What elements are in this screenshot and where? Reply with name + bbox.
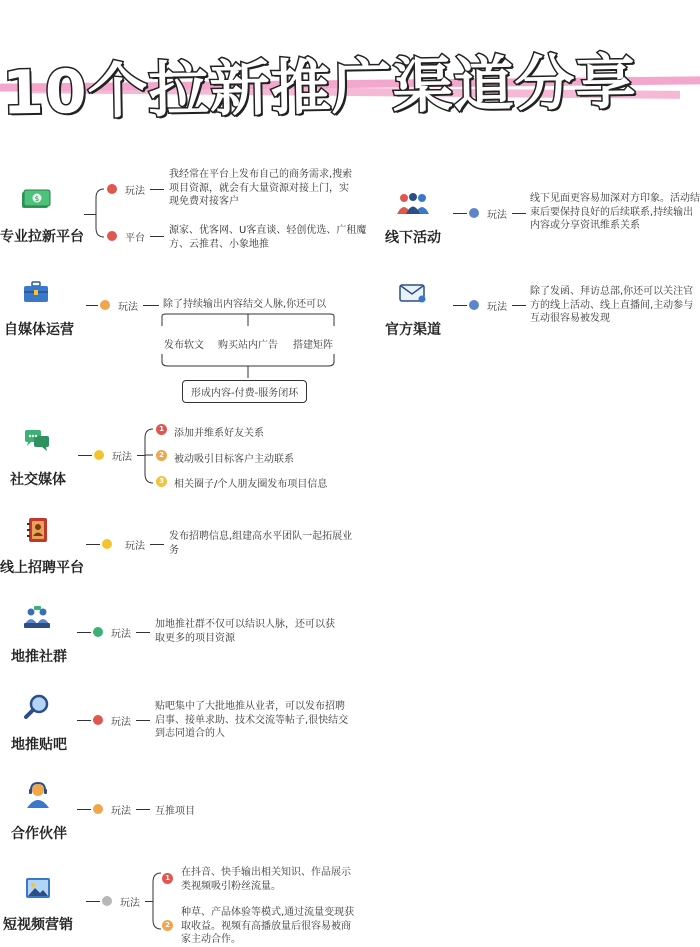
connector	[453, 305, 467, 306]
list-item: 在抖音、快手输出相关知识、作品展示类视频吸引粉丝流量。	[181, 867, 351, 892]
connector	[150, 236, 164, 237]
connector	[150, 189, 164, 190]
chat-bubbles-icon	[24, 430, 50, 452]
bullet-flag-icon	[102, 896, 112, 906]
branch-text: 互推项目	[155, 806, 195, 817]
merge-bracket	[160, 352, 340, 380]
branch-text: 源家、优客网、U客直谈、轻创优选、广租魔方、云推君、小象地推	[169, 225, 367, 250]
connector	[78, 455, 92, 456]
branch-text: 除了持续输出内容结交人脉,你还可以	[163, 299, 327, 310]
bullet-flag-icon	[93, 715, 103, 725]
bullet-flag-icon	[100, 300, 110, 310]
list-item: 添加并维系好友关系	[174, 428, 264, 439]
connector	[143, 305, 159, 306]
title-banner	[0, 18, 700, 129]
headset-person-icon	[26, 782, 50, 808]
connector	[512, 305, 526, 306]
connector	[453, 213, 467, 214]
node-official: 官方渠道	[385, 322, 441, 338]
briefcase-icon	[24, 282, 48, 302]
branch-text: 我经常在平台上发布自己的商务需求,搜索项目资源，就会有大量资源对接上门，实现免费对接客户	[169, 169, 353, 207]
connector	[136, 720, 150, 721]
mail-icon	[400, 285, 426, 303]
branch-text: 贴吧集中了大批地推从业者，可以发布招聘启事、接单求助、技术交流等帖子,很快结交到志同道合的人	[155, 701, 349, 739]
node-recruit: 线上招聘平台	[0, 560, 84, 576]
bullet-flag-icon	[102, 539, 112, 549]
node-partner: 合作伙伴	[11, 826, 67, 842]
branch-label: 玩法	[111, 629, 131, 640]
people-meeting-icon	[22, 606, 52, 630]
number-badge: 3	[156, 476, 167, 487]
list-item: 种草、产品体验等模式,通过流量变现获取收益。视频有高播放量后很容易被商家主动合作。	[181, 907, 355, 945]
bullet-flag-icon	[93, 627, 103, 637]
bullet-flag-icon	[94, 450, 104, 460]
branch-label: 玩法	[487, 302, 507, 313]
node-short-video: 短视频营销	[3, 917, 73, 933]
branch-label: 玩法	[111, 717, 131, 728]
node-self-media: 自媒体运营	[4, 322, 74, 338]
bracket	[94, 188, 106, 238]
bullet-flag-icon	[469, 300, 479, 310]
connector	[150, 544, 164, 545]
sub-item: 发布软文	[164, 340, 204, 351]
branch-label: 玩法	[118, 302, 138, 313]
sub-bracket	[160, 312, 340, 328]
node-social: 社交媒体	[10, 472, 66, 488]
list-item: 被动吸引目标客户主动联系	[174, 454, 294, 465]
branch-label: 平台	[125, 233, 145, 244]
bracket	[151, 872, 163, 930]
branch-label: 玩法	[125, 186, 145, 197]
loop-box: 形成内容-付费-服务闭环	[182, 380, 307, 403]
number-badge: 2	[156, 450, 167, 461]
branch-text: 加地推社群不仅可以结识人脉，还可以获取更多的项目资源	[155, 619, 335, 644]
connector	[136, 809, 150, 810]
svg-text:$: $	[34, 195, 40, 203]
branch-label: 玩法	[120, 898, 140, 909]
number-badge: 1	[156, 424, 167, 435]
sub-item: 购买站内广告	[218, 340, 278, 351]
branch-label: 玩法	[112, 452, 132, 463]
sub-item: 搭建矩阵	[293, 340, 333, 351]
node-community: 地推社群	[11, 649, 67, 665]
group-people-icon	[396, 192, 430, 214]
bullet-flag-icon	[469, 208, 479, 218]
node-offline: 线下活动	[385, 230, 441, 246]
node-pro-platform: 专业拉新平台	[0, 229, 84, 245]
bullet-flag-icon	[107, 231, 117, 241]
list-item: 相关圈子/个人朋友圈发布项目信息	[174, 479, 328, 490]
number-badge: 1	[162, 873, 173, 884]
branch-text: 发布招聘信息,组建高水平团队一起拓展业务	[169, 531, 353, 556]
magnifier-icon	[24, 694, 50, 720]
connector	[77, 720, 91, 721]
bullet-flag-icon	[107, 184, 117, 194]
connector	[86, 305, 98, 306]
bullet-flag-icon	[93, 804, 103, 814]
number-badge: 2	[162, 920, 173, 931]
connector	[77, 809, 91, 810]
branch-text: 线下见面更容易加深对方印象。活动结束后要保持良好的后续联系,持续输出内容或分享资讯维系关系	[530, 193, 700, 231]
connector	[512, 213, 526, 214]
contact-book-icon	[27, 518, 49, 542]
connector	[136, 632, 150, 633]
branch-label: 玩法	[111, 806, 131, 817]
bracket	[143, 428, 155, 484]
connector	[86, 544, 100, 545]
branch-label: 玩法	[125, 541, 145, 552]
image-picture-icon	[26, 878, 50, 898]
connector	[86, 901, 100, 902]
branch-text: 除了发函、拜访总部,你还可以关注官方的线上活动、线上直播间,主动参与互动很容易被发现	[530, 286, 694, 324]
connector	[77, 632, 91, 633]
branch-label: 玩法	[487, 210, 507, 221]
node-tieba: 地推贴吧	[11, 737, 67, 753]
money-icon	[22, 190, 50, 210]
page-title: 10个拉新推广渠道分享	[1, 47, 638, 129]
